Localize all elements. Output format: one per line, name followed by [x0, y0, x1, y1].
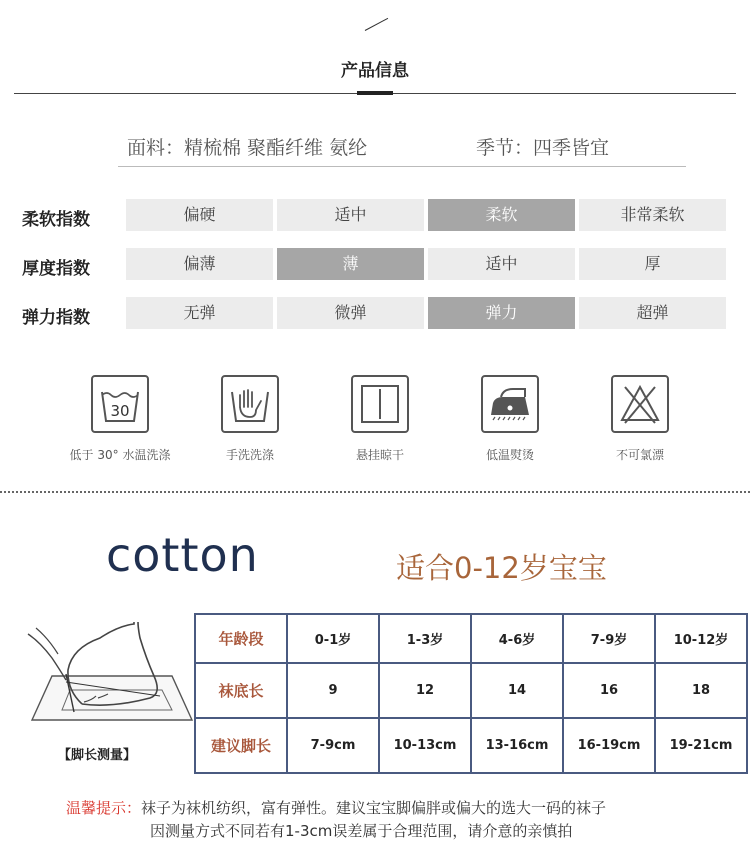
- row-header: 袜底长: [195, 663, 287, 718]
- table-cell: 4-6岁: [471, 614, 563, 663]
- softness-option: 非常柔软: [579, 199, 726, 231]
- table-cell: 1-3岁: [379, 614, 471, 663]
- table-cell: 12: [379, 663, 471, 718]
- care-label: 悬挂晾干: [355, 448, 404, 462]
- no-bleach-icon: [611, 375, 669, 433]
- softness-option: 偏硬: [126, 199, 273, 231]
- table-cell: 13-16cm: [471, 718, 563, 773]
- table-cell: 7-9cm: [287, 718, 379, 773]
- table-cell: 0-1岁: [287, 614, 379, 663]
- care-label: 低于 30° 水温洗涤: [69, 448, 171, 462]
- care-item: [50, 375, 190, 463]
- care-item: [180, 375, 320, 463]
- thickness-option: 偏薄: [126, 248, 273, 280]
- table-cell: 16-19cm: [563, 718, 655, 773]
- season-text: 季节：四季皆宜: [476, 137, 610, 159]
- thickness-label: 厚度指数: [22, 259, 90, 279]
- table-cell: 16: [563, 663, 655, 718]
- section-title: 产品信息: [341, 61, 409, 81]
- softness-option: 柔软: [428, 199, 575, 231]
- note-line-2: 因测量方式不同若有1-3cm误差属于合理范围，请介意的亲慎拍: [150, 822, 573, 840]
- care-label: 不可氯漂: [615, 448, 664, 462]
- hang-dry-icon: [351, 375, 409, 433]
- softness-option: 适中: [277, 199, 424, 231]
- note-warning: 温馨提示：: [66, 799, 142, 817]
- brand-word: cotton: [106, 528, 259, 582]
- low-iron-icon: [481, 375, 539, 433]
- elasticity-label: 弹力指数: [22, 308, 90, 328]
- thickness-option: 厚: [579, 248, 726, 280]
- table-cell: 9: [287, 663, 379, 718]
- wash-temp-text: 30: [110, 402, 130, 420]
- wash-30-icon: [91, 375, 149, 433]
- note-text: 袜子为袜机纺织，富有弹性。建议宝宝脚偏胖或偏大的选大一码的袜子: [141, 799, 607, 817]
- care-item: [310, 375, 450, 463]
- row-header: 建议脚长: [195, 718, 287, 773]
- elasticity-option: 超弹: [579, 297, 726, 329]
- table-row: [195, 663, 747, 718]
- hand-wash-icon: [221, 375, 279, 433]
- care-label: 低温熨烫: [485, 448, 534, 462]
- title-underline: [357, 91, 393, 95]
- table-cell: 14: [471, 663, 563, 718]
- care-item: [570, 375, 710, 463]
- size-table: [194, 613, 748, 774]
- divider: [118, 166, 686, 167]
- table-cell: 10-12岁: [655, 614, 747, 663]
- table-cell: 19-21cm: [655, 718, 747, 773]
- table-cell: 7-9岁: [563, 614, 655, 663]
- table-row: [195, 614, 747, 663]
- fabric-text: 面料：精梳棉 聚酯纤维 氨纶: [127, 137, 368, 159]
- table-cell: 18: [655, 663, 747, 718]
- foot-measure-illustration: [22, 618, 194, 730]
- elasticity-option: 微弹: [277, 297, 424, 329]
- table-cell: 10-13cm: [379, 718, 471, 773]
- table-row: [195, 718, 747, 773]
- decorative-slash: [365, 18, 388, 31]
- care-item: [440, 375, 580, 463]
- elasticity-option: 弹力: [428, 297, 575, 329]
- row-header: 年龄段: [195, 614, 287, 663]
- softness-label: 柔软指数: [22, 210, 90, 230]
- foot-measure-caption: 【脚长测量】: [58, 748, 137, 763]
- dotted-divider: [0, 491, 750, 493]
- elasticity-option: 无弹: [126, 297, 273, 329]
- care-label: 手洗洗涤: [225, 448, 274, 462]
- note-line-1: [66, 797, 606, 818]
- thickness-option: 薄: [277, 248, 424, 280]
- thickness-option: 适中: [428, 248, 575, 280]
- age-title: 适合0-12岁宝宝: [396, 551, 607, 585]
